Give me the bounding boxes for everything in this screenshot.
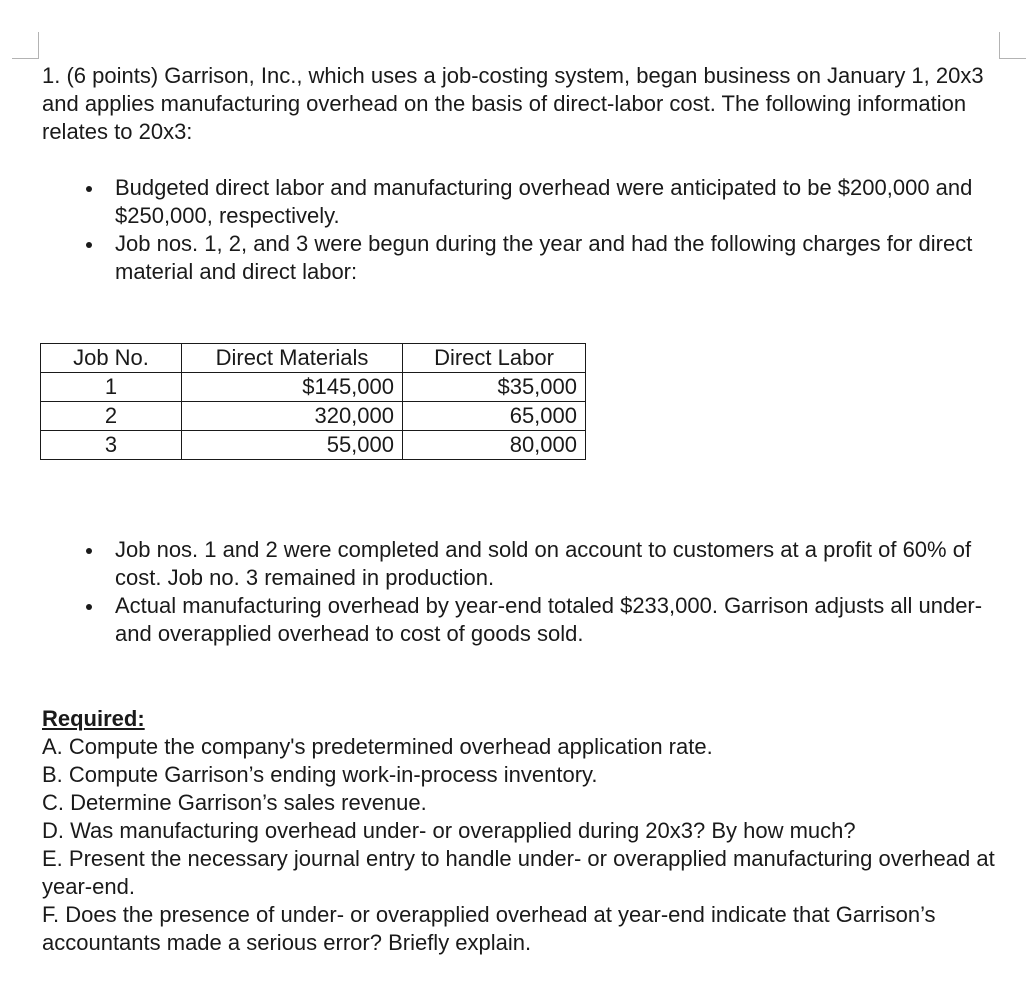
bullet-item: Job nos. 1 and 2 were completed and sold on account to customers at a profit of 60% of cost. Job no. 3 remained in production.	[42, 536, 1002, 592]
required-item: D. Was manufacturing overhead under- or overapplied during 20x3? By how much?	[42, 818, 856, 843]
table-row	[41, 431, 586, 460]
margin-corner-top-right	[999, 32, 1026, 59]
cell-labor: $35,000	[403, 373, 586, 402]
required-item: B. Compute Garrison’s ending work-in-process inventory.	[42, 762, 598, 787]
required-item: E. Present the necessary journal entry to handle under- or overapplied manufacturing overhead at year-end.	[42, 846, 995, 899]
cell-labor: 80,000	[403, 431, 586, 460]
job-charges-table	[40, 343, 586, 460]
cell-materials: $145,000	[182, 373, 403, 402]
header-direct-labor: Direct Labor	[403, 344, 586, 373]
cell-job: 1	[41, 373, 182, 402]
bullet-item: Budgeted direct labor and manufacturing overhead were anticipated to be $200,000 and $250,000, respectively.	[42, 174, 1002, 230]
bullet-list-bottom	[42, 536, 1002, 648]
bullet-dot-icon	[86, 242, 92, 248]
table-row	[41, 402, 586, 431]
problem-intro: 1. (6 points) Garrison, Inc., which uses a job-costing system, began business on January 1, 20x3 and applies manufacturing overhead on the basis of direct-labor cost. The following information relates to 20x3:	[42, 63, 984, 144]
required-item: C. Determine Garrison’s sales revenue.	[42, 790, 427, 815]
cell-labor: 65,000	[403, 402, 586, 431]
required-item: A. Compute the company's predetermined overhead application rate.	[42, 734, 713, 759]
required-heading: Required:	[42, 706, 145, 731]
required-item: F. Does the presence of under- or overapplied overhead at year-end indicate that Garrison’s accountants made a serious error? Briefly explain.	[42, 902, 936, 955]
bullet-dot-icon	[86, 604, 92, 610]
required-section	[42, 705, 1002, 957]
cell-materials: 320,000	[182, 402, 403, 431]
cell-job: 3	[41, 431, 182, 460]
bullet-item: Actual manufacturing overhead by year-end totaled $233,000. Garrison adjusts all under- and overapplied overhead to cost of goods sold.	[42, 592, 1002, 648]
bullet-list-top	[42, 174, 1002, 286]
table-row	[41, 373, 586, 402]
cell-materials: 55,000	[182, 431, 403, 460]
header-direct-materials: Direct Materials	[182, 344, 403, 373]
header-job-no: Job No.	[41, 344, 182, 373]
bullet-item: Job nos. 1, 2, and 3 were begun during the year and had the following charges for direct material and direct labor:	[42, 230, 1002, 286]
table-header-row	[41, 344, 586, 373]
cell-job: 2	[41, 402, 182, 431]
bullet-dot-icon	[86, 186, 92, 192]
required-list	[42, 733, 1002, 957]
margin-corner-top-left	[12, 32, 39, 59]
bullet-dot-icon	[86, 548, 92, 554]
